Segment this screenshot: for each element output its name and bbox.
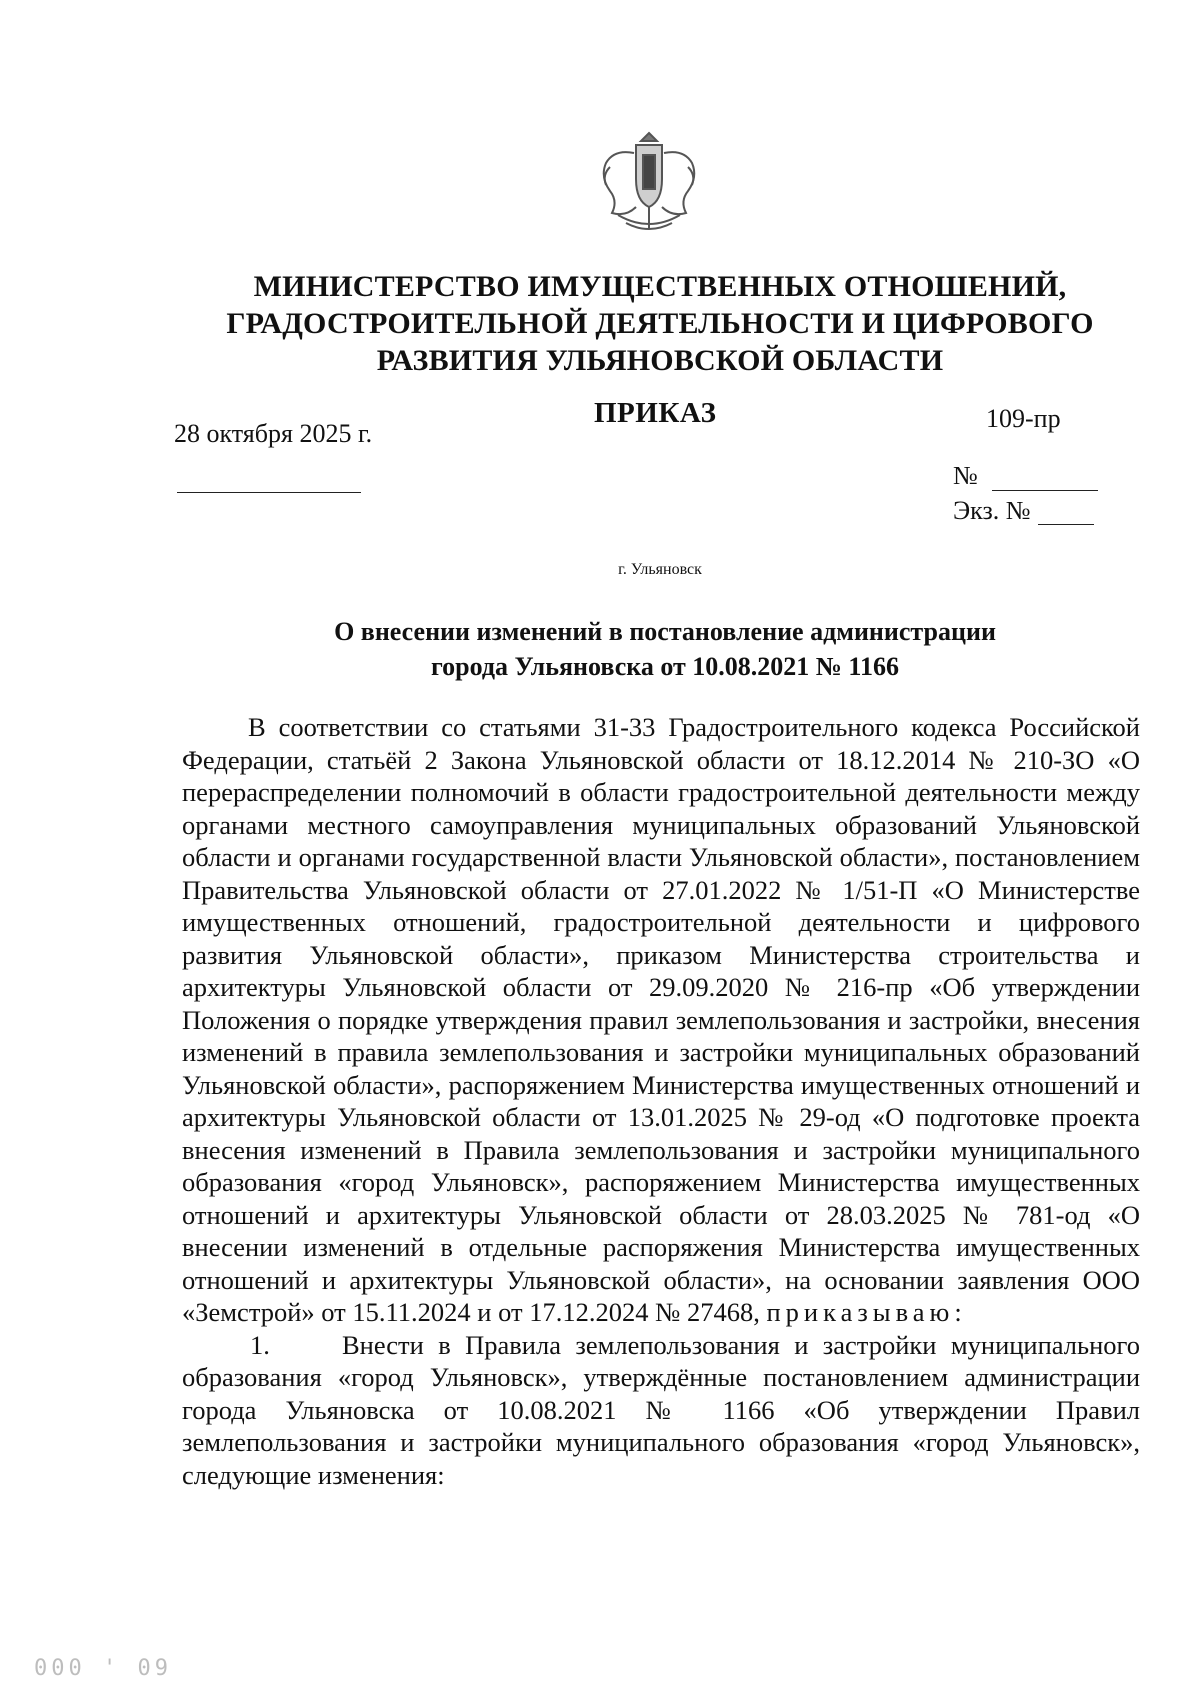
- order-verb: приказываю:: [766, 1297, 967, 1327]
- document-type: ПРИКАЗ: [594, 397, 717, 429]
- document-date: 28 октября 2025 г.: [174, 419, 373, 448]
- copy-blank-line: [1038, 524, 1094, 525]
- ministry-name-line: МИНИСТЕРСТВО ИМУЩЕСТВЕННЫХ ОТНОШЕНИЙ,: [253, 270, 1067, 303]
- document-subject: [170, 614, 1160, 684]
- paragraph-item-1: 1. Внести в Правила землепользования и застройки муниципального образования «город Ульяновск», утверждённые постановлением администрации города Ульяновска от 10.08.2021 № 1166 «Об утверждении Правил землепользования и застройки муниципального образования «город Ульяновск», следующие изменения:: [182, 1329, 1140, 1490]
- paragraph-preamble: [182, 711, 1140, 1329]
- document-body: [182, 711, 1140, 1491]
- preamble-text: В соответствии со статьями 31-33 Градостроительного кодекса Российской Федерации, статьёй 2 Закона Ульяновской области от 18.12.2014 № 210-ЗО «О перераспределении полномочий в области градостроительной деятельности между органами местного самоуправления муниципальных образований Ульяновской области и органами государственной власти Ульяновской области», постановлением Правительства Ульяновской области от 27.01.2022 № 1/51-П «О Министерстве имущественных отношений, градостроительной деятельности и цифрового развития Ульяновской области», приказом Министерства строительства и архитектуры Ульяновской области от 29.09.2020 № 216-пр «Об утверждении Положения о порядке утверждения правил землепользования и застройки, внесения изменений в правила землепользования и застройки муниципальных образований Ульяновской области», распоряжением Министерства имущественных отношений и архитектуры Ульяновской области от 13.01.2025 № 29-од «О подготовке проекта внесения изменений в Правила землепользования и застройки муниципального образования «город Ульяновск», распоряжением Министерства имущественных отношений и архитектуры Ульяновской области от 28.03.2025 № 781-од «О внесении изменений в отдельные распоряжения Министерства имущественных отношений и архитектуры Ульяновской области», на основании заявления ООО «Земстрой» от 15.11.2024 и от 17.12.2024 № 27468,: [182, 712, 1140, 1327]
- coat-of-arms-icon: [596, 127, 702, 239]
- city: г. Ульяновск: [618, 561, 702, 578]
- subject-line: города Ульяновска от 10.08.2021 № 1166: [430, 652, 899, 681]
- document-number: 109-пр: [986, 404, 1061, 433]
- date-blank-line: [177, 492, 361, 493]
- copy-number-label: Экз. №: [953, 496, 1031, 525]
- page-stamp: 000 ' 09: [34, 1656, 172, 1681]
- subject-line: О внесении изменений в постановление администрации: [334, 617, 996, 646]
- number-blank-line: [992, 490, 1098, 491]
- ministry-name-line: РАЗВИТИЯ УЛЬЯНОВСКОЙ ОБЛАСТИ: [376, 344, 944, 377]
- number-label: №: [953, 461, 978, 490]
- ministry-name-line: ГРАДОСТРОИТЕЛЬНОЙ ДЕЯТЕЛЬНОСТИ И ЦИФРОВОГО: [226, 307, 1094, 340]
- ministry-name: [140, 268, 1180, 379]
